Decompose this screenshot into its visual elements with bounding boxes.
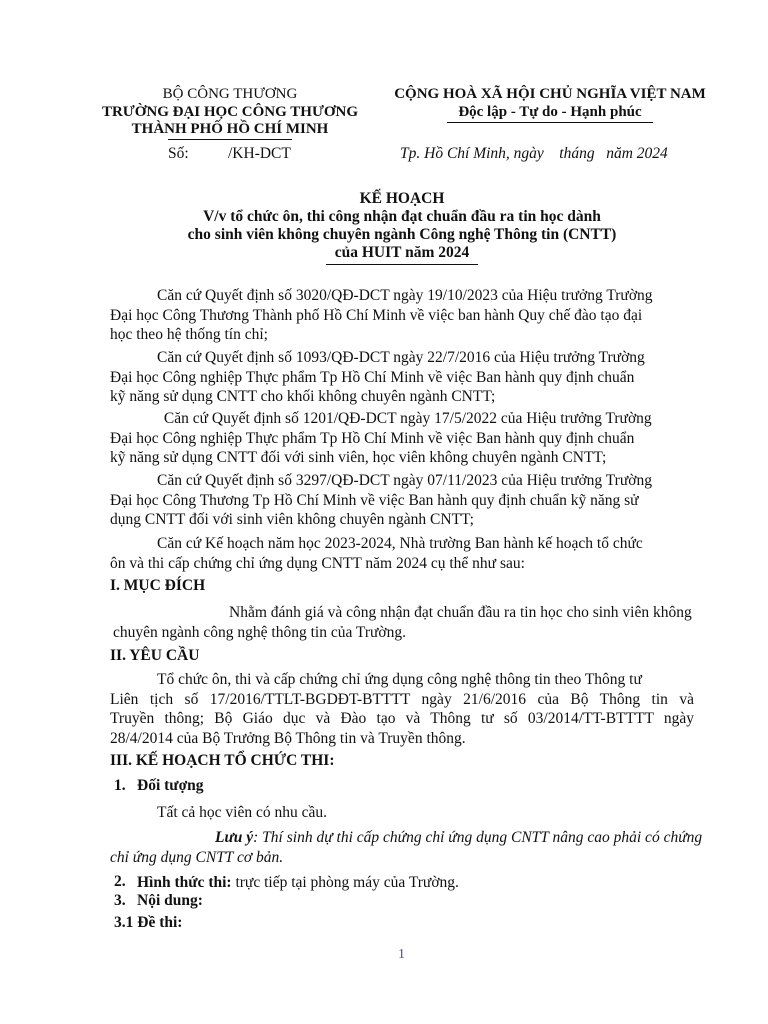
item-3-number: 3.: [114, 892, 126, 909]
document-title: KẾ HOẠCH: [359, 190, 445, 207]
legal-basis-3-line1: Căn cứ Quyết định số 1201/QĐ-DCT ngày 17/5/2022 của Hiệu trưởng Trường: [160, 410, 652, 427]
legal-basis-5: [110, 534, 694, 573]
item-1-number: 1.: [114, 777, 126, 794]
legal-basis-1: [110, 286, 694, 345]
item-2-number: 2.: [114, 873, 126, 890]
legal-basis-2: [110, 348, 694, 407]
section-2-line3: Truyền thông; Bộ Giáo dục và Đào tạo và Thông tư số 03/2014/TT-BTTTT ngày: [110, 710, 694, 727]
page-number: 1: [398, 947, 405, 962]
legal-basis-4-line3: dụng CNTT đối với sinh viên không chuyên ngành CNTT;: [110, 511, 474, 528]
legal-basis-2-line1: Căn cứ Quyết định số 1093/QĐ-DCT ngày 22/7/2016 của Hiệu trưởng Trường: [157, 349, 645, 366]
section-1-line2: chuyên ngành công nghệ thông tin của Trường.: [113, 624, 406, 641]
note-line2: chỉ ứng dụng CNTT cơ bản.: [110, 849, 284, 866]
note-text: : Thí sinh dự thi cấp chứng chỉ ứng dụng CNTT nâng cao phải có chứng: [253, 829, 703, 846]
ministry-name: BỘ CÔNG THƯƠNG: [162, 86, 298, 102]
item-2-line: [137, 873, 459, 893]
legal-basis-4-line2: Đại học Công Thương Tp Hồ Chí Minh về việc Ban hành quy định chuẩn kỹ năng sử: [110, 491, 639, 509]
national-motto: Độc lập - Tự do - Hạnh phúc: [458, 104, 642, 120]
section-1-heading: I. MỤC ĐÍCH: [110, 577, 206, 594]
left-header-underline: [168, 139, 292, 140]
section-2-line4: 28/4/2014 của Bộ Trưởng Bộ Thông tin và Truyền thông.: [110, 729, 466, 747]
legal-basis-2-line3: kỹ năng sử dụng CNTT cho khối không chuyên ngành CNTT;: [110, 388, 496, 405]
section-2-body: [110, 670, 694, 748]
document-number-label: Số:: [168, 145, 189, 162]
legal-basis-2-line2: Đại học Công nghiệp Thực phẩm Tp Hồ Chí Minh về việc Ban hành quy định chuẩn: [110, 368, 635, 386]
note-label: Lưu ý: [215, 829, 254, 846]
section-1-line1: Nhằm đánh giá và công nhận đạt chuẩn đầu ra tin học cho sinh viên không: [229, 604, 692, 621]
document-subject-line3: của HUIT năm 2024: [334, 244, 470, 261]
university-name: TRƯỜNG ĐẠI HỌC CÔNG THƯƠNG: [101, 104, 359, 120]
right-header-underline: [447, 122, 653, 123]
item-1-text: Tất cả học viên có nhu cầu.: [157, 804, 327, 821]
section-2-heading: II. YÊU CẦU: [110, 647, 200, 664]
legal-basis-1-line3: học theo hệ thống tín chỉ;: [110, 326, 268, 343]
legal-basis-3-line3: kỹ năng sử dụng CNTT đối với sinh viên, học viên không chuyên ngành CNTT;: [110, 449, 607, 466]
note-line1: [215, 828, 702, 848]
title-underline: [326, 264, 478, 265]
place-and-date: Tp. Hồ Chí Minh, ngày tháng năm 2024: [400, 145, 668, 162]
section-2-line2: Liên tịch số 17/2016/TTLT-BGDĐT-BTTTT ngày 21/6/2016 của Bộ Thông tin và: [110, 690, 694, 708]
item-2-text: trực tiếp tại phòng máy của Trường.: [231, 874, 459, 891]
university-city: THÀNH PHỐ HỒ CHÍ MINH: [131, 121, 329, 137]
legal-basis-1-line1: Căn cứ Quyết định số 3020/QĐ-DCT ngày 19/10/2023 của Hiệu trưởng Trường: [157, 287, 653, 304]
legal-basis-5-line1: Căn cứ Kế hoạch năm học 2023-2024, Nhà trường Ban hành kế hoạch tổ chức: [157, 535, 643, 552]
item-2-label: Hình thức thi:: [137, 874, 232, 891]
legal-basis-3: [110, 409, 694, 468]
legal-basis-5-line2: ôn và thi cấp chứng chỉ ứng dụng CNTT năm 2024 cụ thể như sau:: [110, 554, 525, 572]
document-subject-line1: V/v tổ chức ôn, thi công nhận đạt chuẩn đầu ra tin học dành: [203, 208, 601, 225]
item-3-label: Nội dung:: [137, 892, 203, 909]
legal-basis-1-line2: Đại học Công Thương Thành phố Hồ Chí Minh về việc ban hành Quy chế đào tạo đại: [110, 306, 643, 324]
document-number-value: /KH-DCT: [228, 145, 291, 162]
legal-basis-3-line2: Đại học Công nghiệp Thực phẩm Tp Hồ Chí Minh về việc Ban hành quy định chuẩn: [110, 429, 635, 447]
document-subject-line2: cho sinh viên không chuyên ngành Công nghệ Thông tin (CNTT): [187, 226, 617, 243]
national-title: CỘNG HOÀ XÃ HỘI CHỦ NGHĨA VIỆT NAM: [394, 86, 706, 102]
item-1-label: Đối tượng: [137, 777, 204, 794]
section-2-line1: Tổ chức ôn, thi và cấp chứng chỉ ứng dụng công nghệ thông tin theo Thông tư: [157, 671, 642, 688]
legal-basis-4-line1: Căn cứ Quyết định số 3297/QĐ-DCT ngày 07/11/2023 của Hiệu trưởng Trường: [157, 472, 652, 489]
item-3-1-heading: 3.1 Đề thi:: [114, 914, 183, 931]
section-3-heading: III. KẾ HOẠCH TỔ CHỨC THI:: [110, 752, 335, 769]
legal-basis-4: [110, 471, 694, 530]
